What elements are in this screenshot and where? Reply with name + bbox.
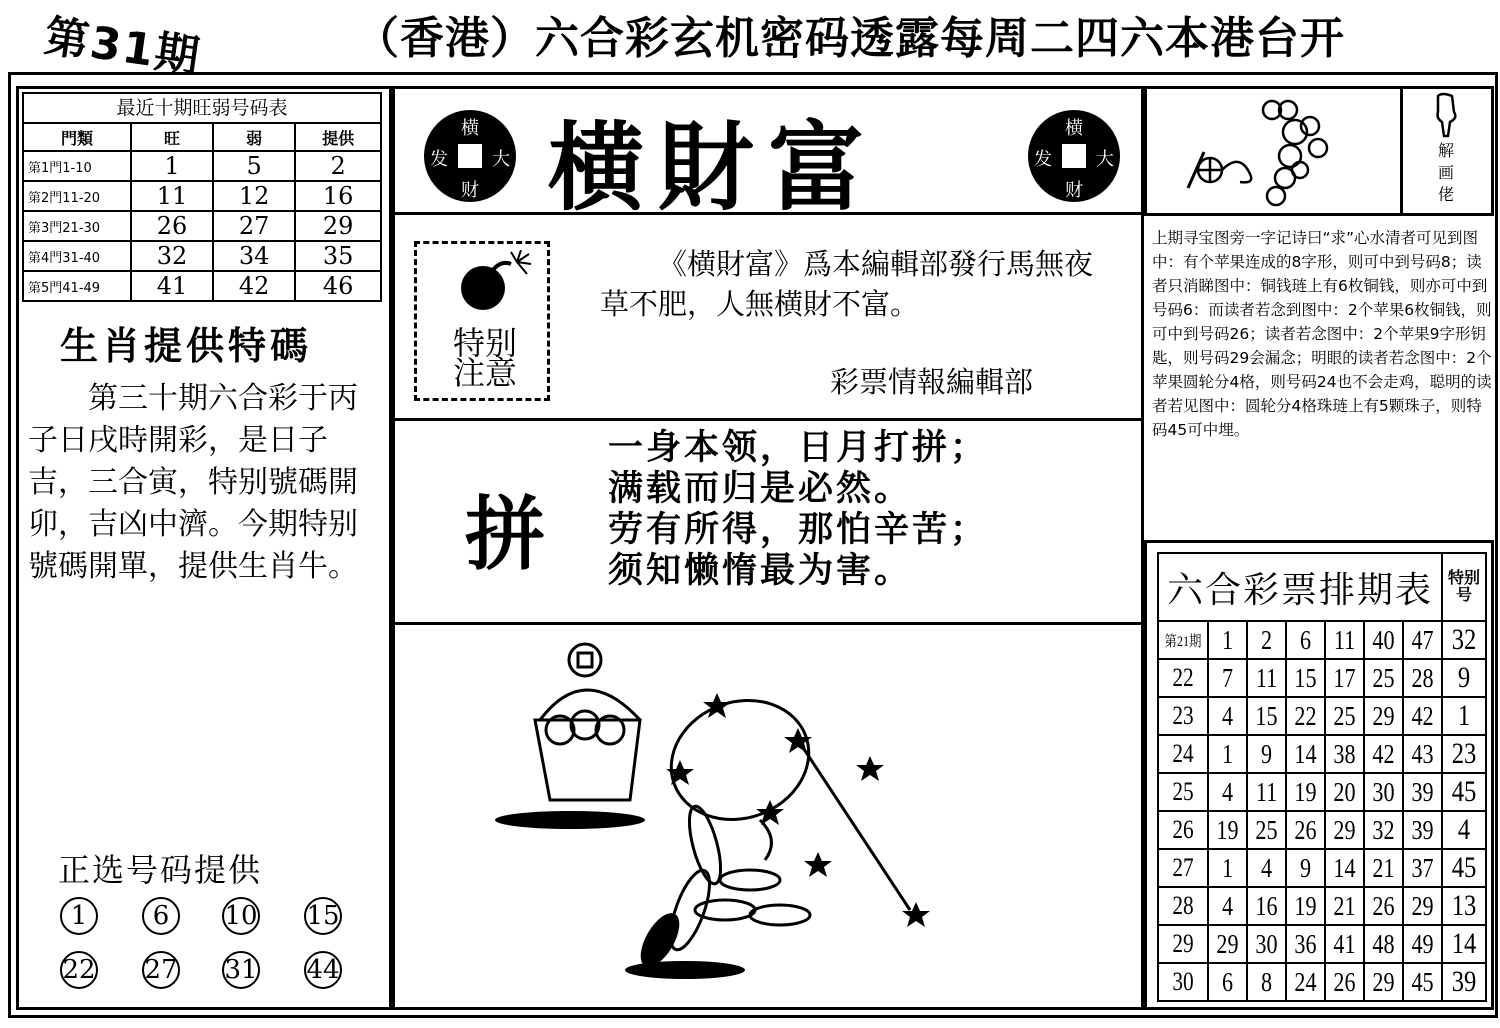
number-cell: 25 bbox=[1250, 811, 1282, 849]
pointing-hand-icon bbox=[1432, 92, 1462, 138]
number-cell: 26 bbox=[1328, 963, 1360, 1001]
table-row bbox=[1158, 735, 1486, 773]
period-cell: 第21期 bbox=[1163, 621, 1204, 659]
special-number-cell: 39 bbox=[1446, 963, 1482, 1001]
special-number-cell: 1 bbox=[1446, 697, 1482, 735]
zodiac-text: 第三十期六合彩于丙子日戌時開彩，是日子吉，三合寅，特别號碼開卯，吉凶中濟。今期特别號碼開單，提供生肖牛。 bbox=[28, 381, 358, 584]
number-cell: 14 bbox=[1289, 735, 1321, 773]
special-number-cell: 14 bbox=[1446, 925, 1482, 963]
coin-char: 财 bbox=[1065, 180, 1083, 201]
poem-line: 须知懒惰最为害。 bbox=[608, 551, 913, 591]
period-cell: 30 bbox=[1163, 963, 1204, 1001]
divider bbox=[1400, 86, 1403, 216]
weak-cell: 12 bbox=[213, 181, 295, 211]
pick-number: 22 bbox=[60, 951, 98, 989]
number-cell: 28 bbox=[1406, 659, 1438, 697]
table-row bbox=[23, 271, 381, 301]
number-cell: 9 bbox=[1250, 735, 1282, 773]
gate-cell: 第2門11-20 bbox=[23, 181, 131, 211]
table-row bbox=[23, 151, 381, 181]
weak-cell: 5 bbox=[213, 151, 295, 181]
number-cell: 38 bbox=[1328, 735, 1360, 773]
number-cell: 2 bbox=[1250, 621, 1282, 659]
coin-char: 发 bbox=[1034, 149, 1052, 170]
number-cell: 14 bbox=[1328, 849, 1360, 887]
hot-cell: 1 bbox=[131, 151, 213, 181]
coin-hole bbox=[458, 144, 482, 168]
number-cell: 4 bbox=[1212, 773, 1244, 811]
coin-char: 大 bbox=[1096, 149, 1114, 170]
hot-cell: 26 bbox=[131, 211, 213, 241]
number-cell: 29 bbox=[1212, 925, 1244, 963]
number-cell: 11 bbox=[1328, 621, 1360, 659]
special-number-cell: 4 bbox=[1446, 811, 1482, 849]
number-cell: 42 bbox=[1406, 697, 1438, 735]
poem-big-char: 拼 bbox=[465, 488, 545, 581]
offer-cell: 16 bbox=[295, 181, 381, 211]
number-cell: 19 bbox=[1289, 773, 1321, 811]
special-number-cell: 45 bbox=[1446, 773, 1482, 811]
period-cell: 25 bbox=[1163, 773, 1204, 811]
issue-number: 第31期 bbox=[41, 10, 205, 84]
headline: （香港）六合彩玄机密码透露每周二四六本港台开 bbox=[355, 13, 1345, 64]
number-cell: 7 bbox=[1212, 659, 1244, 697]
table-row bbox=[1158, 659, 1486, 697]
notice-text bbox=[600, 244, 1120, 324]
number-cell: 8 bbox=[1250, 963, 1282, 1001]
zodiac-title: 生肖提供特碼 bbox=[60, 324, 313, 368]
special-number-cell: 45 bbox=[1446, 849, 1482, 887]
number-cell: 39 bbox=[1406, 773, 1438, 811]
number-cell: 11 bbox=[1250, 773, 1282, 811]
period-cell: 24 bbox=[1163, 735, 1204, 773]
table-row bbox=[1158, 621, 1486, 659]
poem-line: 劳有所得，那怕辛苦； bbox=[608, 510, 989, 550]
notice-signature: 彩票情報編輯部 bbox=[830, 365, 1034, 399]
column-header: 弱 bbox=[213, 123, 295, 151]
special-column-header: 特别号 bbox=[1442, 553, 1486, 621]
table-row bbox=[23, 181, 381, 211]
pick-number: 6 bbox=[142, 897, 180, 935]
number-cell: 43 bbox=[1406, 735, 1438, 773]
offer-cell: 2 bbox=[295, 151, 381, 181]
hot-weak-table-title: 最近十期旺弱号码表 bbox=[22, 92, 382, 122]
table-row bbox=[23, 241, 381, 271]
weak-cell: 27 bbox=[213, 211, 295, 241]
notice-label: 特别注意 bbox=[452, 324, 517, 392]
draw-schedule-table bbox=[1157, 552, 1487, 1002]
number-cell: 19 bbox=[1289, 887, 1321, 925]
gate-cell: 第1門1-10 bbox=[23, 151, 131, 181]
pick-number: 27 bbox=[142, 951, 180, 989]
coin-icon bbox=[1028, 110, 1120, 202]
hot-cell: 41 bbox=[131, 271, 213, 301]
number-cell: 26 bbox=[1367, 887, 1399, 925]
coin-char: 财 bbox=[461, 180, 479, 201]
number-cell: 39 bbox=[1406, 811, 1438, 849]
gate-cell: 第4門31-40 bbox=[23, 241, 131, 271]
column-header: 提供 bbox=[295, 123, 381, 151]
hot-weak-table bbox=[22, 92, 382, 302]
schedule-title: 六合彩票排期表 bbox=[1158, 553, 1442, 621]
coin-char: 横 bbox=[461, 118, 479, 139]
number-cell: 29 bbox=[1367, 697, 1399, 735]
special-number-cell: 32 bbox=[1446, 621, 1482, 659]
period-cell: 22 bbox=[1163, 659, 1204, 697]
number-cell: 29 bbox=[1328, 811, 1360, 849]
number-cell: 25 bbox=[1328, 697, 1360, 735]
number-cell: 6 bbox=[1212, 963, 1244, 1001]
period-cell: 26 bbox=[1163, 811, 1204, 849]
number-cell: 4 bbox=[1212, 887, 1244, 925]
number-cell: 16 bbox=[1250, 887, 1282, 925]
period-cell: 28 bbox=[1163, 887, 1204, 925]
number-cell: 15 bbox=[1250, 697, 1282, 735]
special-number-cell: 13 bbox=[1446, 887, 1482, 925]
pick-number: 1 bbox=[60, 897, 98, 935]
gate-cell: 第3門21-30 bbox=[23, 211, 131, 241]
number-cell: 25 bbox=[1367, 659, 1399, 697]
table-row bbox=[1158, 849, 1486, 887]
pick-number: 31 bbox=[222, 951, 260, 989]
number-cell: 47 bbox=[1406, 621, 1438, 659]
column-header: 門類 bbox=[23, 123, 131, 151]
number-cell: 48 bbox=[1367, 925, 1399, 963]
bomb-icon bbox=[455, 250, 535, 315]
weak-cell: 42 bbox=[213, 271, 295, 301]
divider bbox=[392, 622, 1144, 625]
coin-char: 大 bbox=[492, 149, 510, 170]
number-cell: 26 bbox=[1289, 811, 1321, 849]
number-cell: 36 bbox=[1289, 925, 1321, 963]
number-cell: 21 bbox=[1328, 887, 1360, 925]
number-cell: 41 bbox=[1328, 925, 1360, 963]
number-cell: 37 bbox=[1406, 849, 1438, 887]
riddle-text: 上期寻宝图旁一字记诗曰“求”心水清者可见到图中：有个苹果连成的8字形，则可中到号码8；读者只消睇图中：铜钱琏上有6枚铜钱，则亦可中到号码6：而读者若念到图中：2个苹果6枚铜钱，则可中到号码26；读者若念图中：2个苹果9字形钥匙，则号码29会漏念；明眼的读者若念图中：2个苹果圆轮分4格，则号码24也不会走鸡，聪明的读者若见图中：圆轮分4格珠琏上有5颗珠子，则特码45可中埋。 bbox=[1152, 229, 1492, 439]
table-row bbox=[1158, 697, 1486, 735]
table-row bbox=[1158, 887, 1486, 925]
poem-line: 一身本领，日月打拼； bbox=[608, 428, 989, 468]
number-cell: 9 bbox=[1289, 849, 1321, 887]
number-cell: 1 bbox=[1212, 735, 1244, 773]
weak-cell: 34 bbox=[213, 241, 295, 271]
divider bbox=[392, 418, 1144, 421]
poem bbox=[608, 428, 988, 592]
coin-hole bbox=[1062, 144, 1086, 168]
number-cell: 45 bbox=[1406, 963, 1438, 1001]
period-cell: 27 bbox=[1163, 849, 1204, 887]
number-cell: 22 bbox=[1289, 697, 1321, 735]
number-cell: 6 bbox=[1289, 621, 1321, 659]
table-row bbox=[1158, 925, 1486, 963]
number-cell: 1 bbox=[1212, 849, 1244, 887]
offer-cell: 29 bbox=[295, 211, 381, 241]
number-cell: 1 bbox=[1212, 621, 1244, 659]
special-number-cell: 23 bbox=[1446, 735, 1482, 773]
picks-title: 正选号码提供 bbox=[58, 851, 263, 889]
number-cell: 29 bbox=[1367, 963, 1399, 1001]
table-row bbox=[1158, 963, 1486, 1001]
offer-cell: 35 bbox=[295, 241, 381, 271]
table-row bbox=[1158, 811, 1486, 849]
offer-cell: 46 bbox=[295, 271, 381, 301]
number-cell: 49 bbox=[1406, 925, 1438, 963]
number-cell: 15 bbox=[1289, 659, 1321, 697]
period-cell: 29 bbox=[1163, 925, 1204, 963]
number-cell: 20 bbox=[1328, 773, 1360, 811]
hot-cell: 11 bbox=[131, 181, 213, 211]
number-cell: 4 bbox=[1250, 849, 1282, 887]
pick-number: 15 bbox=[304, 897, 342, 935]
coin-char: 横 bbox=[1065, 118, 1083, 139]
brand-title: 横財富 bbox=[548, 111, 878, 224]
notice-body: 《横財富》爲本編輯部發行馬無夜草不肥，人無横財不富。 bbox=[600, 247, 1094, 321]
gate-cell: 第5門41-49 bbox=[23, 271, 131, 301]
pick-number: 44 bbox=[304, 951, 342, 989]
riddle-label: 解画佬 bbox=[1438, 141, 1455, 204]
column-header: 旺 bbox=[131, 123, 213, 151]
number-cell: 32 bbox=[1367, 811, 1399, 849]
puzzle-illustration bbox=[480, 640, 950, 1000]
number-cell: 29 bbox=[1406, 887, 1438, 925]
period-cell: 23 bbox=[1163, 697, 1204, 735]
number-cell: 19 bbox=[1212, 811, 1244, 849]
table-row bbox=[1158, 773, 1486, 811]
number-cell: 40 bbox=[1367, 621, 1399, 659]
pick-number: 10 bbox=[222, 897, 260, 935]
riddle-illustration bbox=[1180, 92, 1390, 210]
number-cell: 4 bbox=[1212, 697, 1244, 735]
number-cell: 30 bbox=[1250, 925, 1282, 963]
number-cell: 17 bbox=[1328, 659, 1360, 697]
special-number-cell: 9 bbox=[1446, 659, 1482, 697]
table-row bbox=[23, 211, 381, 241]
number-cell: 21 bbox=[1367, 849, 1399, 887]
hot-cell: 32 bbox=[131, 241, 213, 271]
number-cell: 11 bbox=[1250, 659, 1282, 697]
coin-icon bbox=[424, 110, 516, 202]
number-cell: 42 bbox=[1367, 735, 1399, 773]
poem-line: 满载而归是必然。 bbox=[608, 469, 913, 509]
coin-char: 发 bbox=[430, 149, 448, 170]
number-cell: 24 bbox=[1289, 963, 1321, 1001]
number-cell: 30 bbox=[1367, 773, 1399, 811]
